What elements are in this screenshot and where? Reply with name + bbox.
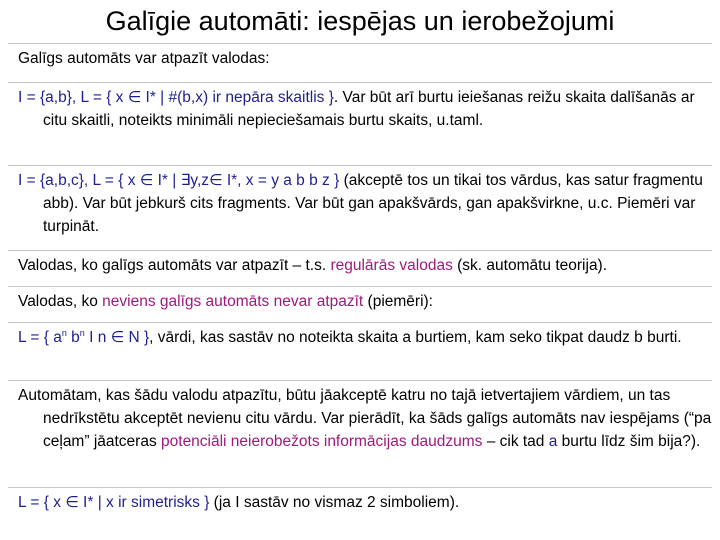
highlight-text: neviens galīgs automāts nevar atpazīt <box>102 293 364 310</box>
formula-part: b <box>66 329 80 346</box>
slide-title: Galīgie automāti: iespējas un ierobežojumi <box>105 6 615 36</box>
divider <box>8 250 712 251</box>
paragraph-text: (piemēri): <box>363 293 433 310</box>
superscript: n <box>61 328 67 338</box>
paragraph-example-1 <box>18 86 712 132</box>
paragraph-non-recognizable <box>18 290 712 313</box>
paragraph-text: Valodas, ko galīgs automāts var atpazīt – t.s. <box>18 257 331 274</box>
paragraph-example-symmetric <box>18 491 712 514</box>
formula-part: L = { a <box>18 329 62 346</box>
paragraph-text: burtu līdz šim bija?). <box>557 433 701 450</box>
paragraph-proof <box>18 384 712 453</box>
divider <box>8 165 712 166</box>
paragraph-text: Automātam, kas šādu valodu atpazītu, būtu jāakceptē katru no tajā ietvertajiem vārdiem, un tas nedrīkstētu akceptēt nevienu citu vārdu. Var pierādīt, ka šāds galīgs automāts nav iespējams (“pa ceļam” jāatceras <box>18 387 712 450</box>
paragraph-text: – cik tad <box>482 433 549 450</box>
divider <box>8 487 712 488</box>
paragraph-example-anbn <box>18 326 712 349</box>
paragraph-text: Valodas, ko <box>18 293 103 310</box>
formula-text: I = {a,b}, L = { x ∈ I* | #(b,x) ir nepāra skaitlis } <box>18 89 334 106</box>
highlight-text: potenciāli neierobežots informācijas daudzums <box>161 433 483 450</box>
superscript: n <box>79 328 85 338</box>
formula-text <box>18 329 149 346</box>
paragraph-text: . Var būt arī burtu ieiešanas reižu skaita dalīšanās ar citu skaitli, noteikts minimāli nepieciešamais burtu skaits, u.taml. <box>43 89 695 129</box>
formula-text: I = {a,b,c}, L = { x ∈ I* | ∃y,z∈ I*, x = y a b b z } <box>18 172 340 189</box>
paragraph-text: (akceptē tos un tikai tos vārdus, kas satur fragmentu abb). Var būt jebkurš cits fragments. Var būt gan apakšvārds, gan apakšvirkne, u.c. Piemēri var turpināt. <box>43 172 703 235</box>
divider <box>8 322 712 323</box>
paragraph-text: , vārdi, kas sastāv no noteikta skaita a burtiem, kam seko tikpat daudz b burti. <box>149 329 682 346</box>
paragraph-regular-languages <box>18 254 712 277</box>
highlight-text: regulārās valodas <box>330 257 453 274</box>
paragraph-text: (sk. automātu teorija). <box>452 257 608 274</box>
divider <box>8 82 712 83</box>
paragraph-example-2 <box>18 169 712 238</box>
formula-text: L = { x ∈ I* | x ir simetrisks } <box>18 494 210 511</box>
paragraph-text: (ja I sastāv no vismaz 2 simboliem). <box>209 494 460 511</box>
divider <box>8 380 712 381</box>
divider <box>8 286 712 287</box>
letter-a: a <box>548 433 558 450</box>
paragraph-intro <box>18 47 712 70</box>
divider <box>8 43 712 44</box>
intro-text: Galīgs automāts var atpazīt valodas: <box>18 50 270 67</box>
formula-part: I n ∈ N } <box>84 329 150 346</box>
